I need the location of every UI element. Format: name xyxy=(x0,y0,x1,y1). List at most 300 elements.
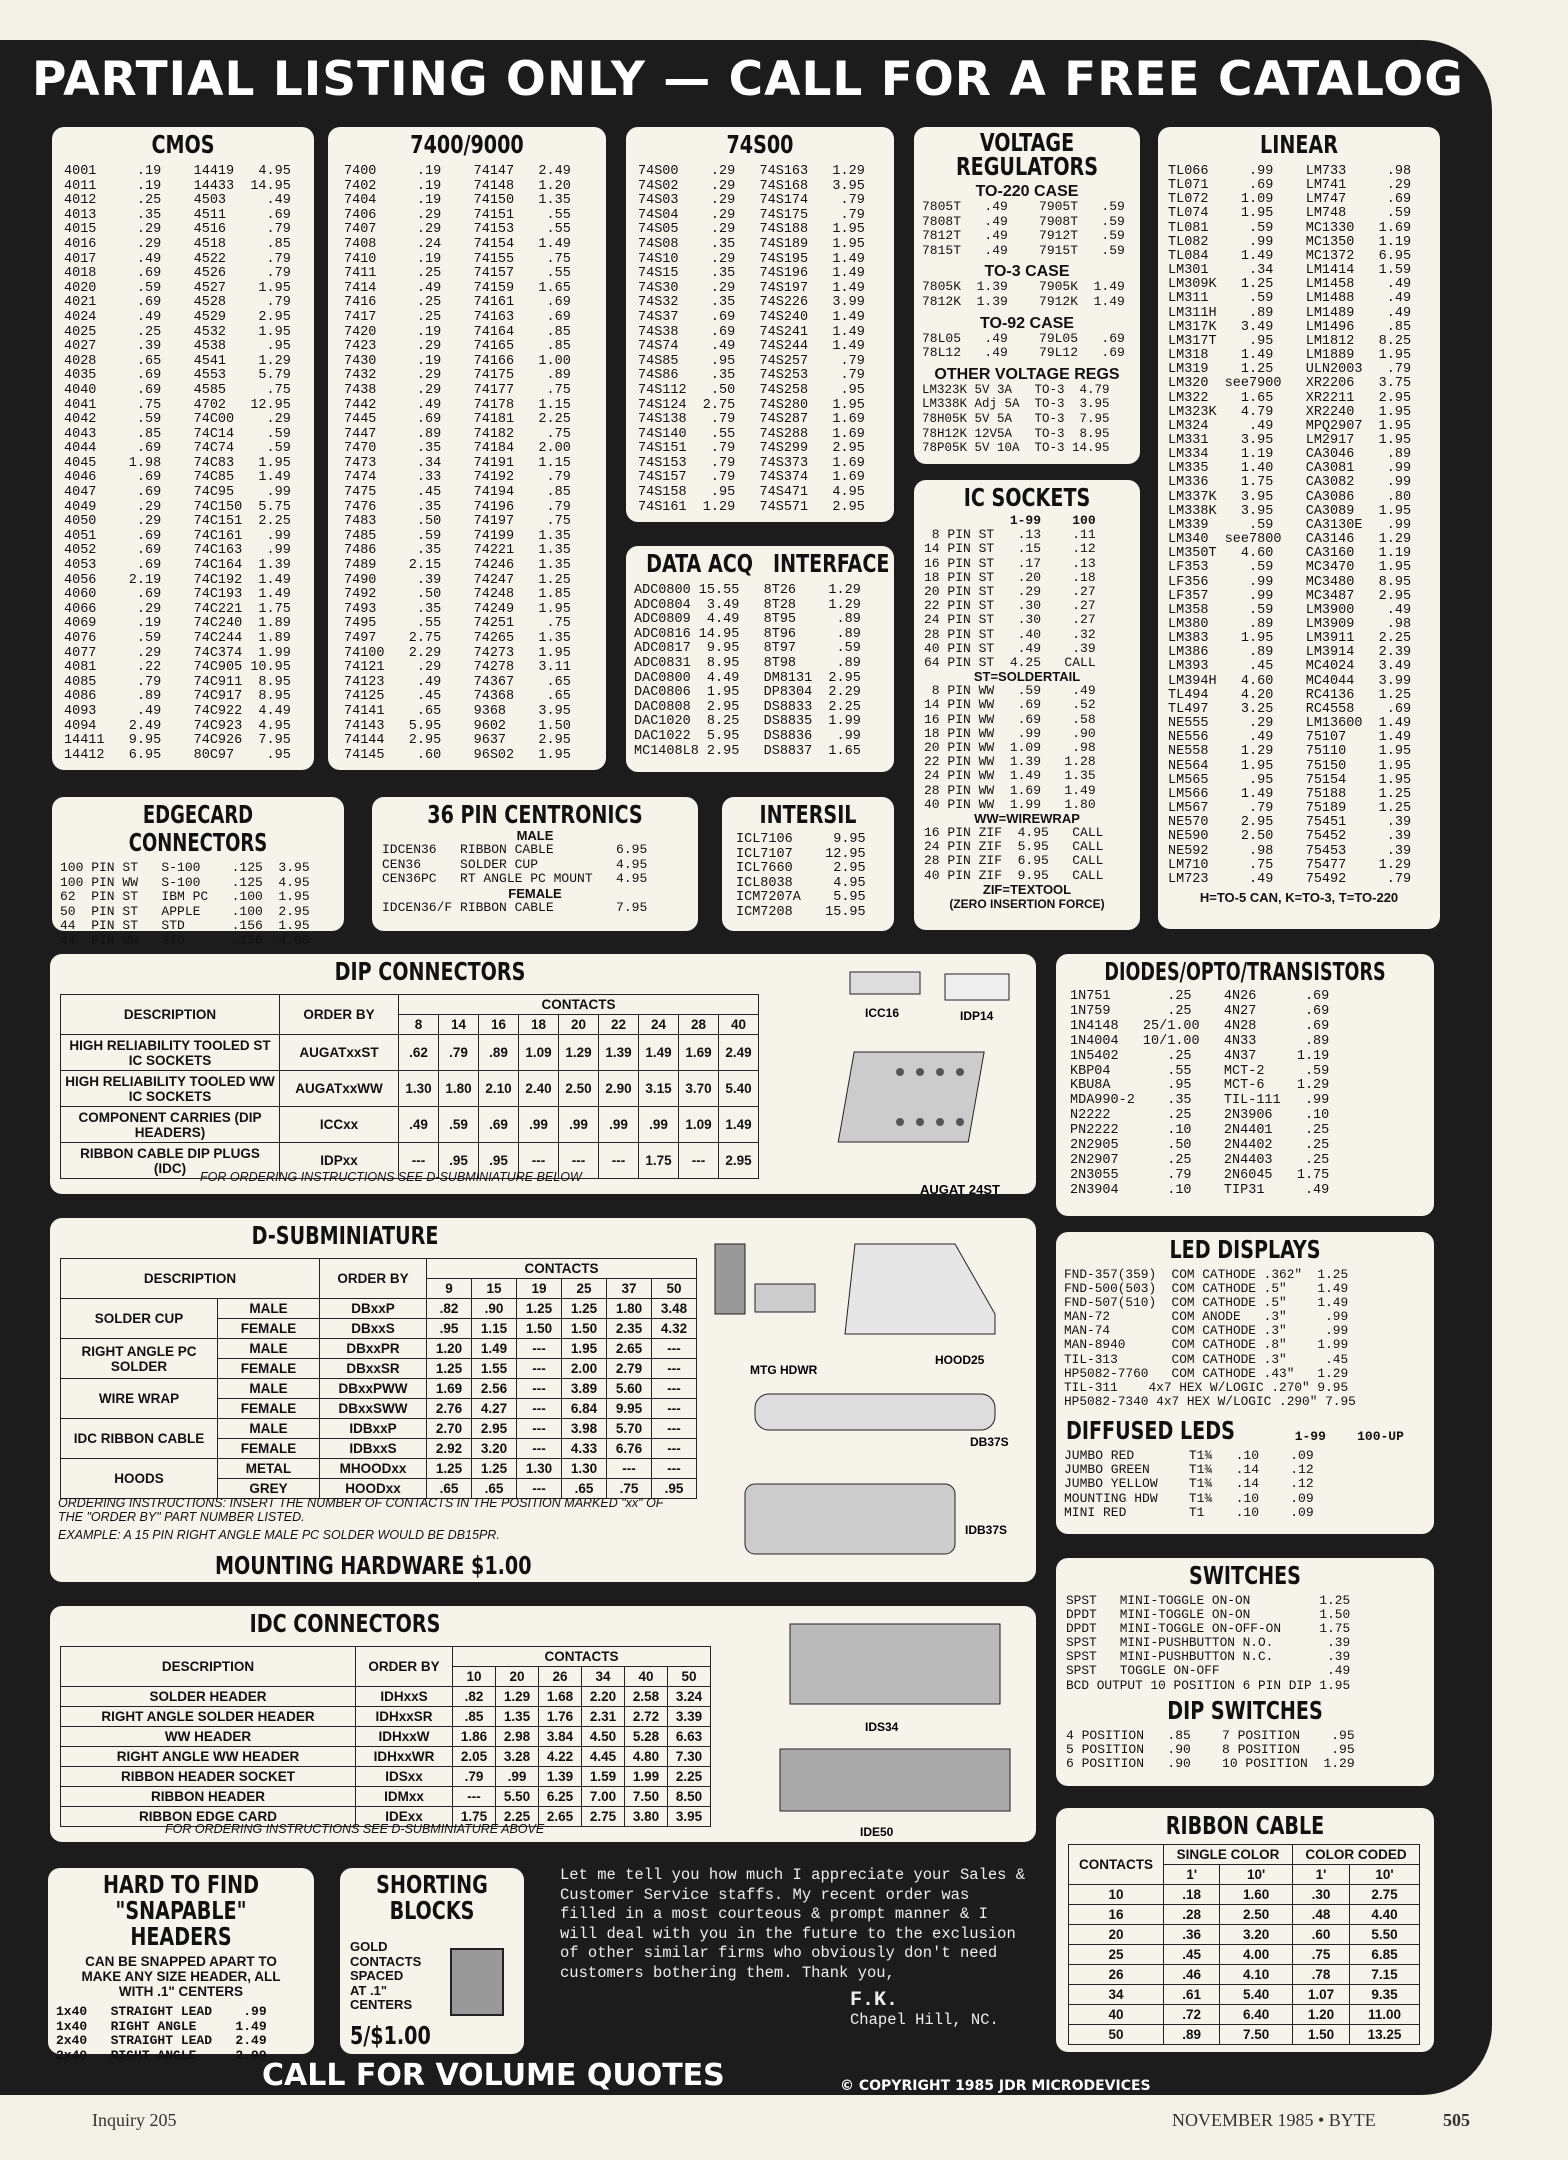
idc-note: FOR ORDERING INSTRUCTIONS SEE D-SUBMINIATURE ABOVE xyxy=(165,1822,545,1836)
row-description: SOLDER CUP xyxy=(61,1299,218,1339)
d-subminiature-panel xyxy=(50,1218,1036,1582)
price-cell: 2.05 xyxy=(453,1747,496,1767)
dip-note: FOR ORDERING INSTRUCTIONS SEE D-SUBMINIATURE BELOW xyxy=(200,1170,582,1184)
centronics-panel xyxy=(372,797,698,931)
price-cell: 6.25 xyxy=(539,1787,582,1807)
price-cell: 4.80 xyxy=(625,1747,668,1767)
row-order-code: AUGATxxST xyxy=(280,1035,399,1071)
74s00-panel xyxy=(626,127,894,522)
price-cell: --- xyxy=(517,1339,562,1359)
price-cell: .46 xyxy=(1164,1965,1220,1985)
price-cell: .60 xyxy=(1292,1925,1349,1945)
other-regs-heading: OTHER VOLTAGE REGS xyxy=(934,365,1120,383)
price-cell: 4.45 xyxy=(582,1747,625,1767)
price-cell: .89 xyxy=(1164,2025,1220,2045)
price-cell: .49 xyxy=(399,1107,439,1143)
led-list: FND-357(359) COM CATHODE .362" 1.25 FND-500(503) COM CATHODE .5" 1.49 FND-507(510) COM CATHODE .5" 1.49 MAN-72 COM ANODE .3" .99 MAN-74 COM CATHODE .3" .99 MAN-8940 COM CATHODE .8" 1.99 TIL-313 COM CATHODE .3" .45 HP5082-7760 COM CATHODE .43" 1.29 TIL-311 4x7 HEX W/LOGIC .270" 9.95 HP5082-7340 4x7 HEX W/LOGIC .290" 7.95 xyxy=(1064,1267,1356,1409)
price-cell: 9.35 xyxy=(1350,1985,1420,2005)
row-contacts: 40 xyxy=(1069,2005,1164,2025)
price-cell: 3.24 xyxy=(668,1687,711,1707)
ribbon-col-coded: COLOR CODED xyxy=(1292,1845,1419,1865)
price-cell: 2.50 xyxy=(1220,1905,1293,1925)
ribbon-unit-10b: 10' xyxy=(1350,1865,1420,1885)
centronics-male-heading: MALE xyxy=(516,828,554,843)
ribbon-unit-10: 10' xyxy=(1220,1865,1293,1885)
row-gender: FEMALE xyxy=(218,1319,320,1339)
ic-sockets-panel xyxy=(914,480,1140,930)
table-row xyxy=(61,1707,711,1727)
price-cell: 4.40 xyxy=(1350,1905,1420,1925)
price-cell: .79 xyxy=(439,1035,479,1071)
price-cell: --- xyxy=(652,1379,697,1399)
ttl-7400-panel xyxy=(328,127,606,770)
diodes-list: 1N751 .25 4N26 .69 1N759 .25 4N27 .69 1N4148 25/1.00 4N28 .69 1N4004 10/1.00 4N33 .89 1N5402 .25 4N37 1.19 KBP04 .55 MCT-2 .59 KBU8A .95 MCT-6 1.29 MDA990-2 .35 TIL-111 .99 N2222 .25 2N3906 .10 PN2222 .10 2N4401 .25 2N2905 .50 2N4402 .25 2N2907 .25 2N4403 .25 2N3055 .79 2N6045 1.75 2N3904 .10 TIP31 .49 xyxy=(1070,989,1330,1198)
idc-contact-count: 26 xyxy=(539,1667,582,1687)
st-note: ST=SOLDERTAIL xyxy=(973,669,1081,685)
price-cell: 1.68 xyxy=(539,1687,582,1707)
price-cell: 6.85 xyxy=(1350,1945,1420,1965)
table-row xyxy=(1069,2005,1420,2025)
price-cell: 1.50 xyxy=(1292,2025,1349,2045)
table-row xyxy=(61,1299,697,1319)
row-description: RIBBON EDGE CARD xyxy=(61,1807,356,1827)
row-order-code: IDExx xyxy=(356,1807,453,1827)
voltage-title-2: REGULATORS xyxy=(955,152,1099,181)
table-row xyxy=(1069,1985,1420,2005)
led-title: LED DISPLAYS xyxy=(1169,1235,1321,1264)
table-row xyxy=(1069,1945,1420,1965)
linear-list: TL066 .99 LM733 .98 TL071 .69 LM741 .29 TL072 1.09 LM747 .69 TL074 1.95 LM748 .59 TL081 .59 MC1330 1.69 TL082 .99 MC1350 1.19 TL084 1.49 MC1372 6.95 LM301 .34 LM1414 1.59 LM309K 1.25 LM1458 .49 LM311 .59 LM1488 .49 LM311H .89 LM1489 .49 LM317K 3.49 LM1496 .85 LM317T .95 LM1812 8.25 LM318 1.49 LM1889 1.95 LM319 1.25 ULN2003 .79 LM320 see7900 XR2206 3.75 LM322 1.65 XR2211 2.95 LM323K 4.79 XR2240 1.95 LM324 .49 MPQ2907 1.95 LM331 3.95 LM2917 1.95 LM334 1.19 CA3046 .89 LM335 1.40 CA3081 .99 LM336 1.75 CA3082 .99 LM337K 3.95 CA3086 .80 LM338K 3.95 CA3089 1.95 LM339 .59 CA3130E .99 LM340 see7800 CA3146 1.29 LM350T 4.60 CA3160 1.19 LF353 .59 MC3470 1.95 LF356 .99 MC3480 8.95 LF357 .99 MC3487 2.95 LM358 .59 LM3900 .49 LM380 .89 LM3909 .98 LM383 1.95 LM3911 2.25 LM386 .89 LM3914 2.39 LM393 .45 MC4024 3.49 LM394H 4.60 MC4044 3.99 TL494 4.20 RC4136 1.25 TL497 3.25 RC4558 .69 NE555 .29 LM13600 1.49 NE556 .49 75107 1.49 NE558 1.29 75110 1.95 NE564 1.95 75150 1.95 LM565 .95 75154 1.95 LM566 1.49 75188 1.25 LM567 .79 75189 1.25 NE570 2.95 75451 .39 NE590 2.50 75452 .39 NE592 .98 75453 .39 LM710 .75 75477 1.29 LM723 .49 75492 .79 xyxy=(1168,164,1412,887)
price-cell: 1.29 xyxy=(496,1687,539,1707)
linear-panel xyxy=(1158,127,1440,929)
price-cell: 1.25 xyxy=(427,1459,472,1479)
voltage-title-1: VOLTAGE xyxy=(979,128,1075,157)
shorting-title-1: SHORTING xyxy=(376,1870,488,1899)
intersil-title: INTERSIL xyxy=(759,800,857,829)
74s00-list: 74S00 .29 74S163 1.29 74S02 .29 74S168 3.95 74S03 .29 74S174 .79 74S04 .29 74S175 .79 74S05 .29 74S188 1.95 74S08 .35 74S189 1.95 74S10 .29 74S195 1.49 74S15 .35 74S196 1.49 74S30 .29 74S197 1.49 74S32 .35 74S226 3.99 74S37 .69 74S240 1.49 74S38 .69 74S241 1.49 74S74 .49 74S244 1.49 74S85 .95 74S257 .79 74S86 .35 74S253 .79 74S112 .50 74S258 .95 74S124 2.75 74S280 1.95 74S138 .79 74S287 1.69 74S140 .55 74S288 1.69 74S151 .79 74S299 2.95 74S153 .79 74S373 1.69 74S157 .79 74S374 1.69 74S158 .95 74S471 4.95 74S161 1.29 74S571 2.95 xyxy=(638,164,865,515)
table-row xyxy=(61,1767,711,1787)
shorting-price: 5/$1.00 xyxy=(350,2021,431,2050)
diffused-header: 1-99 100-UP xyxy=(1294,1429,1404,1445)
price-cell: .36 xyxy=(1164,1925,1220,1945)
price-cell: 1.50 xyxy=(517,1319,562,1339)
ribbon-title: RIBBON CABLE xyxy=(1165,1811,1325,1840)
price-cell: 2.31 xyxy=(582,1707,625,1727)
led-displays-panel xyxy=(1056,1232,1434,1534)
centronics-female-heading: FEMALE xyxy=(508,885,562,901)
row-description: HIGH RELIABILITY TOOLED WW IC SOCKETS xyxy=(61,1071,280,1107)
price-cell: 1.20 xyxy=(1292,2005,1349,2025)
price-cell: .59 xyxy=(439,1107,479,1143)
testimonial-text: Let me tell you how much I appreciate your Sales & Customer Service staffs. My recent order was filled in a most courteous & prompt manner & I will deal with you in the future to the exclusion of other similar firms who obviously don't need customers bothering them. Thank you, xyxy=(560,1866,1026,1982)
price-cell: .48 xyxy=(1292,1905,1349,1925)
price-cell: 2.70 xyxy=(427,1419,472,1439)
idc-contact-count: 40 xyxy=(625,1667,668,1687)
row-order-code: IDBxxS xyxy=(320,1439,427,1459)
idc-contact-count: 50 xyxy=(668,1667,711,1687)
dip-contact-count: 8 xyxy=(399,1015,439,1035)
price-cell: 7.50 xyxy=(1220,2025,1293,2045)
idc-col-order: ORDER BY xyxy=(356,1647,453,1687)
price-cell: 2.98 xyxy=(496,1727,539,1747)
to92-heading: TO-92 CASE xyxy=(980,314,1074,332)
customer-testimonial xyxy=(560,1866,1030,2030)
price-cell: --- xyxy=(652,1399,697,1419)
ribbon-price-table xyxy=(1068,1844,1420,2045)
row-description: RIGHT ANGLE PC SOLDER xyxy=(61,1339,218,1379)
ide50-caption: IDE50 xyxy=(860,1825,894,1839)
price-cell: .78 xyxy=(1292,1965,1349,1985)
price-cell: 6.84 xyxy=(562,1399,607,1419)
intersil-panel xyxy=(722,797,894,931)
copyright: © COPYRIGHT 1985 JDR MICRODEVICES xyxy=(840,2078,1151,2094)
row-gender: FEMALE xyxy=(218,1439,320,1459)
price-cell: --- xyxy=(517,1359,562,1379)
price-cell: 1.86 xyxy=(453,1727,496,1747)
mounting-hardware: MOUNTING HARDWARE $1.00 xyxy=(215,1551,532,1580)
table-row xyxy=(61,1727,711,1747)
price-cell: 5.28 xyxy=(625,1727,668,1747)
testimonial-initials: F.K. xyxy=(850,1989,899,2012)
price-cell: .79 xyxy=(453,1767,496,1787)
zif-note: ZIF=TEXTOOL xyxy=(982,881,1072,897)
centronics-male-list: IDCEN36 RIBBON CABLE 6.95 CEN36 SOLDER CUP 4.95 CEN36PC RT ANGLE PC MOUNT 4.95 xyxy=(382,842,648,887)
st-sockets-list: 8 PIN ST .13 .11 14 PIN ST .15 .12 16 PIN ST .17 .13 18 PIN ST .20 .18 20 PIN ST .29 .27 22 PIN ST .30 .27 24 PIN ST .30 .27 28 PIN ST .40 .32 40 PIN ST .49 .39 64 PIN ST 4.25 CALL xyxy=(924,527,1096,671)
row-order-code: IDHxxW xyxy=(356,1727,453,1747)
price-cell: 11.00 xyxy=(1350,2005,1420,2025)
ic-sockets-title: IC SOCKETS xyxy=(963,483,1091,512)
price-cell: 1.69 xyxy=(427,1379,472,1399)
table-row xyxy=(1069,1925,1420,1945)
price-cell: 1.15 xyxy=(472,1319,517,1339)
to220-list: 7805T .49 7905T .59 7808T .49 7908T .59 7812T .49 7912T .59 7815T .49 7915T .59 xyxy=(922,199,1125,258)
cmos-panel xyxy=(52,127,314,770)
price-cell: 5.40 xyxy=(719,1071,759,1107)
price-cell: 1.76 xyxy=(539,1707,582,1727)
price-cell: .95 xyxy=(427,1319,472,1339)
idc-contact-count: 10 xyxy=(453,1667,496,1687)
price-cell: .61 xyxy=(1164,1985,1220,2005)
row-gender: METAL xyxy=(218,1459,320,1479)
dsub-col-description: DESCRIPTION xyxy=(61,1259,320,1299)
price-cell: --- xyxy=(517,1399,562,1419)
snapable-list: 1x40 STRAIGHT LEAD .99 1x40 RIGHT ANGLE 1.49 2x40 STRAIGHT LEAD 2.49 2x40 RIGHT ANGLE 2.99 xyxy=(56,2004,267,2063)
dip-contact-count: 28 xyxy=(679,1015,719,1035)
price-cell: 3.70 xyxy=(679,1071,719,1107)
idc-col-description: DESCRIPTION xyxy=(61,1647,356,1687)
price-cell: --- xyxy=(517,1419,562,1439)
price-cell: 1.25 xyxy=(517,1299,562,1319)
row-description: COMPONENT CARRIES (DIP HEADERS) xyxy=(61,1107,280,1143)
price-cell: 2.50 xyxy=(559,1071,599,1107)
snapable-title-2: "SNAPABLE" HEADERS xyxy=(115,1896,247,1951)
price-cell: 2.65 xyxy=(607,1339,652,1359)
price-cell: 3.89 xyxy=(562,1379,607,1399)
price-cell: .28 xyxy=(1164,1905,1220,1925)
idp14-caption: IDP14 xyxy=(960,1009,994,1023)
price-cell: 4.10 xyxy=(1220,1965,1293,1985)
price-cell: 1.30 xyxy=(399,1071,439,1107)
table-row xyxy=(61,1419,697,1439)
row-order-code: IDHxxSR xyxy=(356,1707,453,1727)
row-order-code: IDPxx xyxy=(280,1143,399,1179)
price-cell: --- xyxy=(652,1439,697,1459)
idc-col-contacts: CONTACTS xyxy=(453,1647,711,1667)
row-order-code: DBxxS xyxy=(320,1319,427,1339)
price-cell: 1.07 xyxy=(1292,1985,1349,2005)
row-order-code: HOODxx xyxy=(320,1479,427,1499)
snapable-title-1: HARD TO FIND xyxy=(102,1870,260,1899)
shorting-block-image xyxy=(450,1948,504,2016)
issue-line: NOVEMBER 1985 • BYTE xyxy=(1172,2110,1376,2130)
row-order-code: IDHxxS xyxy=(356,1687,453,1707)
price-cell: 2.76 xyxy=(427,1399,472,1419)
row-order-code: IDBxxP xyxy=(320,1419,427,1439)
row-gender: FEMALE xyxy=(218,1399,320,1419)
price-cell: .69 xyxy=(479,1107,519,1143)
to92-list: 78L05 .49 79L05 .69 78L12 .49 79L12 .69 xyxy=(922,330,1125,361)
dip-switches-list: 4 POSITION .85 7 POSITION .95 5 POSITION .90 8 POSITION .95 6 POSITION .90 10 POSITION 1.29 xyxy=(1066,1727,1355,1772)
price-cell: .45 xyxy=(1164,1945,1220,1965)
row-description: HIGH RELIABILITY TOOLED ST IC SOCKETS xyxy=(61,1035,280,1071)
row-contacts: 20 xyxy=(1069,1925,1164,1945)
dsub-contact-count: 37 xyxy=(607,1279,652,1299)
row-description: RIBBON CABLE DIP PLUGS (IDC) xyxy=(61,1143,280,1179)
row-contacts: 16 xyxy=(1069,1905,1164,1925)
table-row xyxy=(1069,2025,1420,2045)
icc16-caption: ICC16 xyxy=(865,1006,900,1020)
table-row xyxy=(61,1747,711,1767)
price-cell: 3.48 xyxy=(652,1299,697,1319)
price-cell: .72 xyxy=(1164,2005,1220,2025)
price-cell: 4.27 xyxy=(472,1399,517,1419)
idb37s-caption: IDB37S xyxy=(965,1523,1008,1537)
table-row xyxy=(61,1787,711,1807)
row-description: IDC RIBBON CABLE xyxy=(61,1419,218,1459)
data-acq-interface-panel xyxy=(626,546,894,772)
price-cell: 4.22 xyxy=(539,1747,582,1767)
idc-contact-count: 34 xyxy=(582,1667,625,1687)
price-cell: 7.30 xyxy=(668,1747,711,1767)
row-gender: MALE xyxy=(218,1379,320,1399)
row-order-code: IDMxx xyxy=(356,1787,453,1807)
dip-contact-count: 14 xyxy=(439,1015,479,1035)
price-cell: 1.59 xyxy=(582,1767,625,1787)
idc-price-table xyxy=(60,1646,711,1827)
price-cell: 1.35 xyxy=(496,1707,539,1727)
price-cell: --- xyxy=(517,1479,562,1499)
table-row xyxy=(61,1339,697,1359)
table-row xyxy=(61,1071,759,1107)
row-description: WW HEADER xyxy=(61,1727,356,1747)
price-cell: --- xyxy=(519,1143,559,1179)
dip-switches-title: DIP SWITCHES xyxy=(1167,1695,1323,1725)
price-cell: 6.40 xyxy=(1220,2005,1293,2025)
price-cell: 2.10 xyxy=(479,1071,519,1107)
dsub-example-note: EXAMPLE: A 15 PIN RIGHT ANGLE MALE PC SOLDER WOULD BE DB15PR. xyxy=(58,1528,500,1542)
price-cell: .99 xyxy=(599,1107,639,1143)
row-gender: MALE xyxy=(218,1419,320,1439)
price-cell: 7.50 xyxy=(625,1787,668,1807)
table-row xyxy=(1069,1885,1420,1905)
price-cell: 3.80 xyxy=(625,1807,668,1827)
price-cell: .99 xyxy=(496,1767,539,1787)
price-cell: 2.75 xyxy=(1350,1885,1420,1905)
price-cell: 9.95 xyxy=(607,1399,652,1419)
price-cell: 1.25 xyxy=(472,1459,517,1479)
price-cell: 1.39 xyxy=(539,1767,582,1787)
price-cell: 2.95 xyxy=(719,1143,759,1179)
price-cell: --- xyxy=(559,1143,599,1179)
row-description: RIBBON HEADER xyxy=(61,1787,356,1807)
price-cell: --- xyxy=(652,1359,697,1379)
dsub-price-table xyxy=(60,1258,697,1499)
row-order-code: DBxxP xyxy=(320,1299,427,1319)
price-cell: 2.49 xyxy=(719,1035,759,1071)
table-row xyxy=(61,1107,759,1143)
dip-contact-count: 24 xyxy=(639,1015,679,1035)
price-cell: 2.79 xyxy=(607,1359,652,1379)
price-cell: 1.75 xyxy=(639,1143,679,1179)
price-cell: 4.32 xyxy=(652,1319,697,1339)
row-order-code: DBxxSWW xyxy=(320,1399,427,1419)
price-cell: 1.55 xyxy=(472,1359,517,1379)
dip-contact-count: 22 xyxy=(599,1015,639,1035)
price-cell: 6.76 xyxy=(607,1439,652,1459)
price-cell: 1.49 xyxy=(719,1107,759,1143)
dip-price-table xyxy=(60,994,759,1179)
row-description: RIBBON HEADER SOCKET xyxy=(61,1767,356,1787)
price-cell: 2.35 xyxy=(607,1319,652,1339)
price-cell: 5.70 xyxy=(607,1419,652,1439)
price-cell: 2.20 xyxy=(582,1687,625,1707)
dip-title: DIP CONNECTORS xyxy=(334,957,526,986)
diodes-title: DIODES/OPTO/TRANSISTORS xyxy=(1104,957,1386,986)
price-cell: 5.60 xyxy=(607,1379,652,1399)
price-cell: 1.49 xyxy=(639,1035,679,1071)
price-cell: .90 xyxy=(472,1299,517,1319)
price-cell: .85 xyxy=(453,1707,496,1727)
price-cell: 4.00 xyxy=(1220,1945,1293,1965)
price-cell: 1.20 xyxy=(427,1339,472,1359)
dsub-contact-count: 50 xyxy=(652,1279,697,1299)
price-cell: 6.63 xyxy=(668,1727,711,1747)
dip-contact-count: 20 xyxy=(559,1015,599,1035)
ribbon-unit-1: 1' xyxy=(1164,1865,1220,1885)
row-description: HOODS xyxy=(61,1459,218,1499)
dip-col-order: ORDER BY xyxy=(280,995,399,1035)
volume-quotes-banner: CALL FOR VOLUME QUOTES xyxy=(262,2058,725,2093)
price-cell: 2.00 xyxy=(562,1359,607,1379)
price-cell: 2.25 xyxy=(496,1807,539,1827)
row-order-code: IDSxx xyxy=(356,1767,453,1787)
voltage-regulators-panel xyxy=(914,127,1140,464)
idc-illustrations xyxy=(740,1614,1030,1839)
price-cell: 3.15 xyxy=(639,1071,679,1107)
shorting-title-2: BLOCKS xyxy=(389,1896,475,1925)
price-cell: .65 xyxy=(472,1479,517,1499)
ribbon-col-single: SINGLE COLOR xyxy=(1164,1845,1293,1865)
shorting-blocks-panel xyxy=(340,1868,524,2054)
linear-title: LINEAR xyxy=(1260,130,1338,159)
price-cell: 1.99 xyxy=(625,1767,668,1787)
row-description: SOLDER HEADER xyxy=(61,1687,356,1707)
price-cell: 2.90 xyxy=(599,1071,639,1107)
price-cell: .99 xyxy=(519,1107,559,1143)
dip-contact-count: 18 xyxy=(519,1015,559,1035)
ttl-7400-title: 7400/9000 xyxy=(410,130,524,159)
price-cell: 1.80 xyxy=(439,1071,479,1107)
table-row xyxy=(61,1035,759,1071)
price-cell: 2.56 xyxy=(472,1379,517,1399)
snapable-headers-panel xyxy=(48,1868,314,2063)
price-cell: 1.80 xyxy=(607,1299,652,1319)
row-gender: MALE xyxy=(218,1339,320,1359)
price-cell: .30 xyxy=(1292,1885,1349,1905)
row-order-code: MHOODxx xyxy=(320,1459,427,1479)
edgecard-list: 100 PIN ST S-100 .125 3.95 100 PIN WW S-100 .125 4.95 62 PIN ST IBM PC .100 1.95 50 PIN ST APPLE .100 2.95 44 PIN ST STD .156 1.95 44 PIN WW STD .156 4.95 xyxy=(60,860,310,948)
price-cell: .95 xyxy=(439,1143,479,1179)
price-cell: 5.50 xyxy=(496,1787,539,1807)
price-cell: .75 xyxy=(607,1479,652,1499)
row-contacts: 26 xyxy=(1069,1965,1164,1985)
price-cell: 3.39 xyxy=(668,1707,711,1727)
zif-sockets-list: 16 PIN ZIF 4.95 CALL 24 PIN ZIF 5.95 CALL 28 PIN ZIF 6.95 CALL 40 PIN ZIF 9.95 CALL xyxy=(924,825,1104,883)
price-cell: 2.72 xyxy=(625,1707,668,1727)
idc-connectors-panel xyxy=(50,1606,1036,1842)
price-cell: 5.50 xyxy=(1350,1925,1420,1945)
to3-list: 7805K 1.39 7905K 1.49 7812K 1.39 7912K 1.49 xyxy=(922,279,1125,309)
price-cell: 4.33 xyxy=(562,1439,607,1459)
price-cell: 2.65 xyxy=(539,1807,582,1827)
data-acq-list: ADC0800 15.55 8T26 1.29 ADC0804 3.49 8T28 1.29 ADC0809 4.49 8T95 .89 ADC0816 14.95 8T96 .89 ADC0817 9.95 8T97 .59 ADC0831 8.95 8T98 .89 DAC0800 4.49 DM8131 2.95 DAC0806 1.95 DP8304 2.29 DAC0808 2.95 DS8833 2.25 DAC1020 8.25 DS8835 1.99 DAC1022 5.95 DS8836 .99 MC1408L8 2.95 DS8837 1.65 xyxy=(634,583,861,759)
dsub-title: D-SUBMINIATURE xyxy=(251,1221,439,1250)
price-cell: .82 xyxy=(453,1687,496,1707)
dsub-col-contacts: CONTACTS xyxy=(427,1259,697,1279)
hood25-caption: HOOD25 xyxy=(935,1353,985,1367)
price-cell: .99 xyxy=(559,1107,599,1143)
dip-contact-count: 40 xyxy=(719,1015,759,1035)
price-cell: 7.15 xyxy=(1350,1965,1420,1985)
row-gender: GREY xyxy=(218,1479,320,1499)
switches-panel xyxy=(1056,1558,1434,1786)
price-cell: 7.00 xyxy=(582,1787,625,1807)
dsub-contact-count: 25 xyxy=(562,1279,607,1299)
price-cell: --- xyxy=(453,1787,496,1807)
price-cell: 2.75 xyxy=(582,1807,625,1827)
price-cell: --- xyxy=(517,1379,562,1399)
row-order-code: DBxxPR xyxy=(320,1339,427,1359)
price-cell: 2.40 xyxy=(519,1071,559,1107)
price-cell: --- xyxy=(599,1143,639,1179)
dip-col-contacts: CONTACTS xyxy=(399,995,759,1015)
price-cell: 1.60 xyxy=(1220,1885,1293,1905)
price-cell: .95 xyxy=(652,1479,697,1499)
idc-title: IDC CONNECTORS xyxy=(249,1609,441,1638)
diodes-panel xyxy=(1056,954,1434,1216)
data-acq-title: DATA ACQ INTERFACE xyxy=(646,549,890,578)
price-cell: .89 xyxy=(479,1035,519,1071)
idc-contact-count: 20 xyxy=(496,1667,539,1687)
mtg-hdwr-caption: MTG HDWR xyxy=(750,1363,818,1377)
row-order-code: DBxxPWW xyxy=(320,1379,427,1399)
price-cell: .99 xyxy=(639,1107,679,1143)
price-cell: --- xyxy=(652,1339,697,1359)
dip-connectors-panel xyxy=(50,954,1036,1197)
price-cell: 3.28 xyxy=(496,1747,539,1767)
price-cell: --- xyxy=(607,1459,652,1479)
price-cell: .75 xyxy=(1292,1945,1349,1965)
